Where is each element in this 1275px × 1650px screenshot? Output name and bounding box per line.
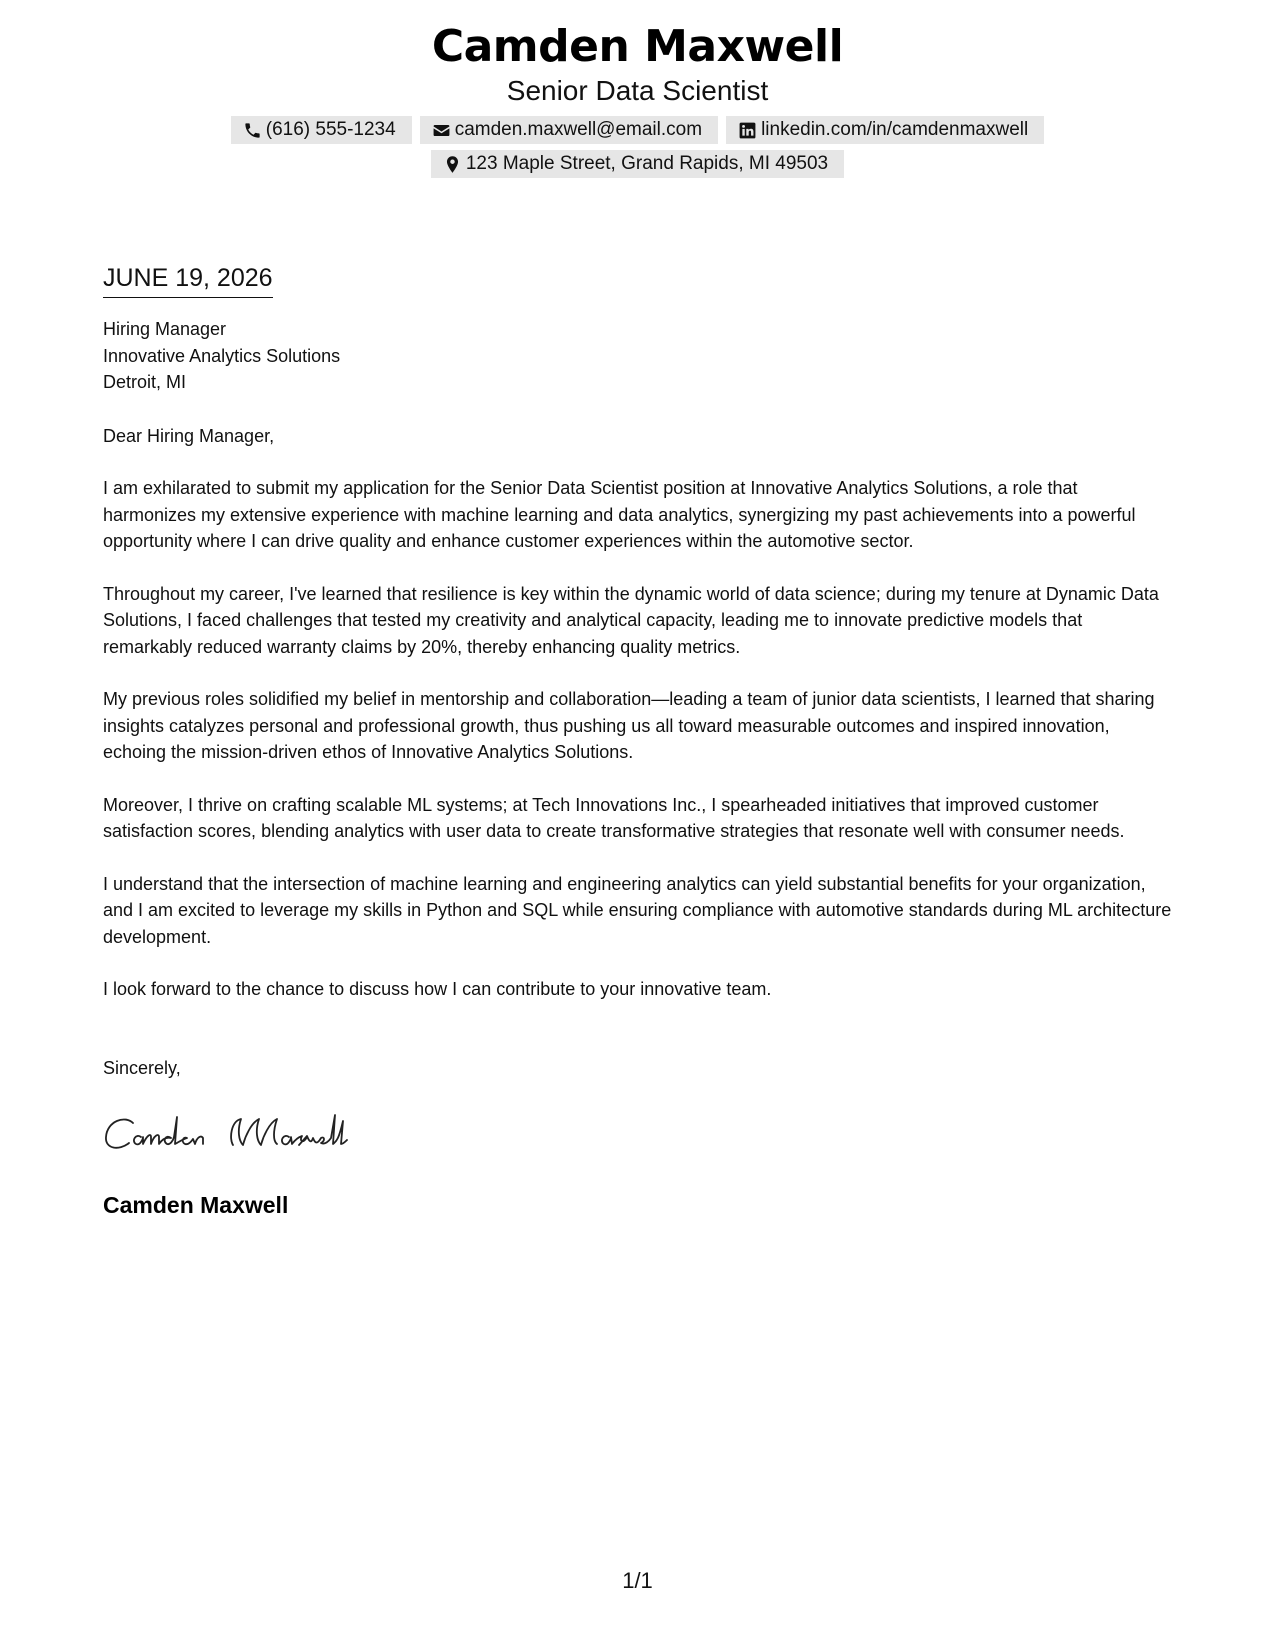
letter-date: JUNE 19, 2026 <box>103 262 273 298</box>
phone-icon <box>243 121 262 140</box>
linkedin-icon <box>738 121 757 140</box>
signer-name: Camden Maxwell <box>103 1192 289 1218</box>
email-text: camden.maxwell@email.com <box>454 119 703 140</box>
recipient-line: Hiring Manager <box>103 319 227 339</box>
body-paragraph: Throughout my career, I've learned that resilience is key within the dynamic world of data science; during my tenure at Dynamic Data Solutions, I faced challenges that tested my creativity and analytical capacity, leading me to innovate predictive models that remarkably reduced warranty claims by 20%, thereby enhancing quality metrics. <box>103 583 1159 657</box>
contact-phone[interactable] <box>231 116 412 144</box>
letter-header <box>0 18 1275 178</box>
applicant-name: Camden Maxwell <box>431 21 844 72</box>
contact-email[interactable] <box>420 116 718 144</box>
handwritten-signature <box>103 1111 373 1161</box>
letter-body <box>103 262 1173 1219</box>
body-paragraph: I am exhilarated to submit my application for the Senior Data Scientist position at Innovative Analytics Solutions, a role that harmonizes my extensive experience with machine learning and data analytics, synergizing my past achievements into a powerful opportunity where I can drive quality and enhance customer experiences within the automotive sector. <box>103 478 1136 551</box>
recipient-line: Detroit, MI <box>103 372 187 392</box>
map-marker-icon <box>443 155 462 174</box>
address-text: 123 Maple Street, Grand Rapids, MI 49503 <box>465 153 829 174</box>
recipient-block <box>103 316 1173 396</box>
contact-row-address <box>0 150 1275 178</box>
body-paragraph: Moreover, I thrive on crafting scalable ML systems; at Tech Innovations Inc., I spearheaded initiatives that improved customer satisfaction scores, blending analytics with user data to create transformative strategies that resonate well with consumer needs. <box>103 794 1125 841</box>
phone-text: (616) 555-1234 <box>265 119 396 140</box>
body-paragraph: I look forward to the chance to discuss how I can contribute to your innovative team. <box>103 979 772 999</box>
recipient-line: Innovative Analytics Solutions <box>103 345 341 366</box>
contact-row <box>0 116 1275 144</box>
closing: Sincerely, <box>103 1057 181 1078</box>
body-paragraph: I understand that the intersection of machine learning and engineering analytics can yield substantial benefits for your organization, and I am excited to leverage my skills in Python and SQL while ensuring compliance with automotive standards during ML architecture development. <box>103 873 1172 947</box>
contact-linkedin[interactable] <box>726 116 1044 144</box>
greeting: Dear Hiring Manager, <box>103 425 275 446</box>
body-paragraph: My previous roles solidified my belief in mentorship and collaboration—leading a team of junior data scientists, I learned that sharing insights catalyzes personal and professional growth, thus pushing us all toward measurable outcomes and inspired innovation, echoing the mission-driven ethos of Innovative Analytics Solutions. <box>103 689 1155 762</box>
linkedin-text: linkedin.com/in/camdenmaxwell <box>761 119 1029 140</box>
contact-address <box>431 150 844 178</box>
page-indicator: 1/1 <box>622 1568 653 1593</box>
envelope-icon <box>432 121 451 140</box>
applicant-title: Senior Data Scientist <box>506 75 769 106</box>
